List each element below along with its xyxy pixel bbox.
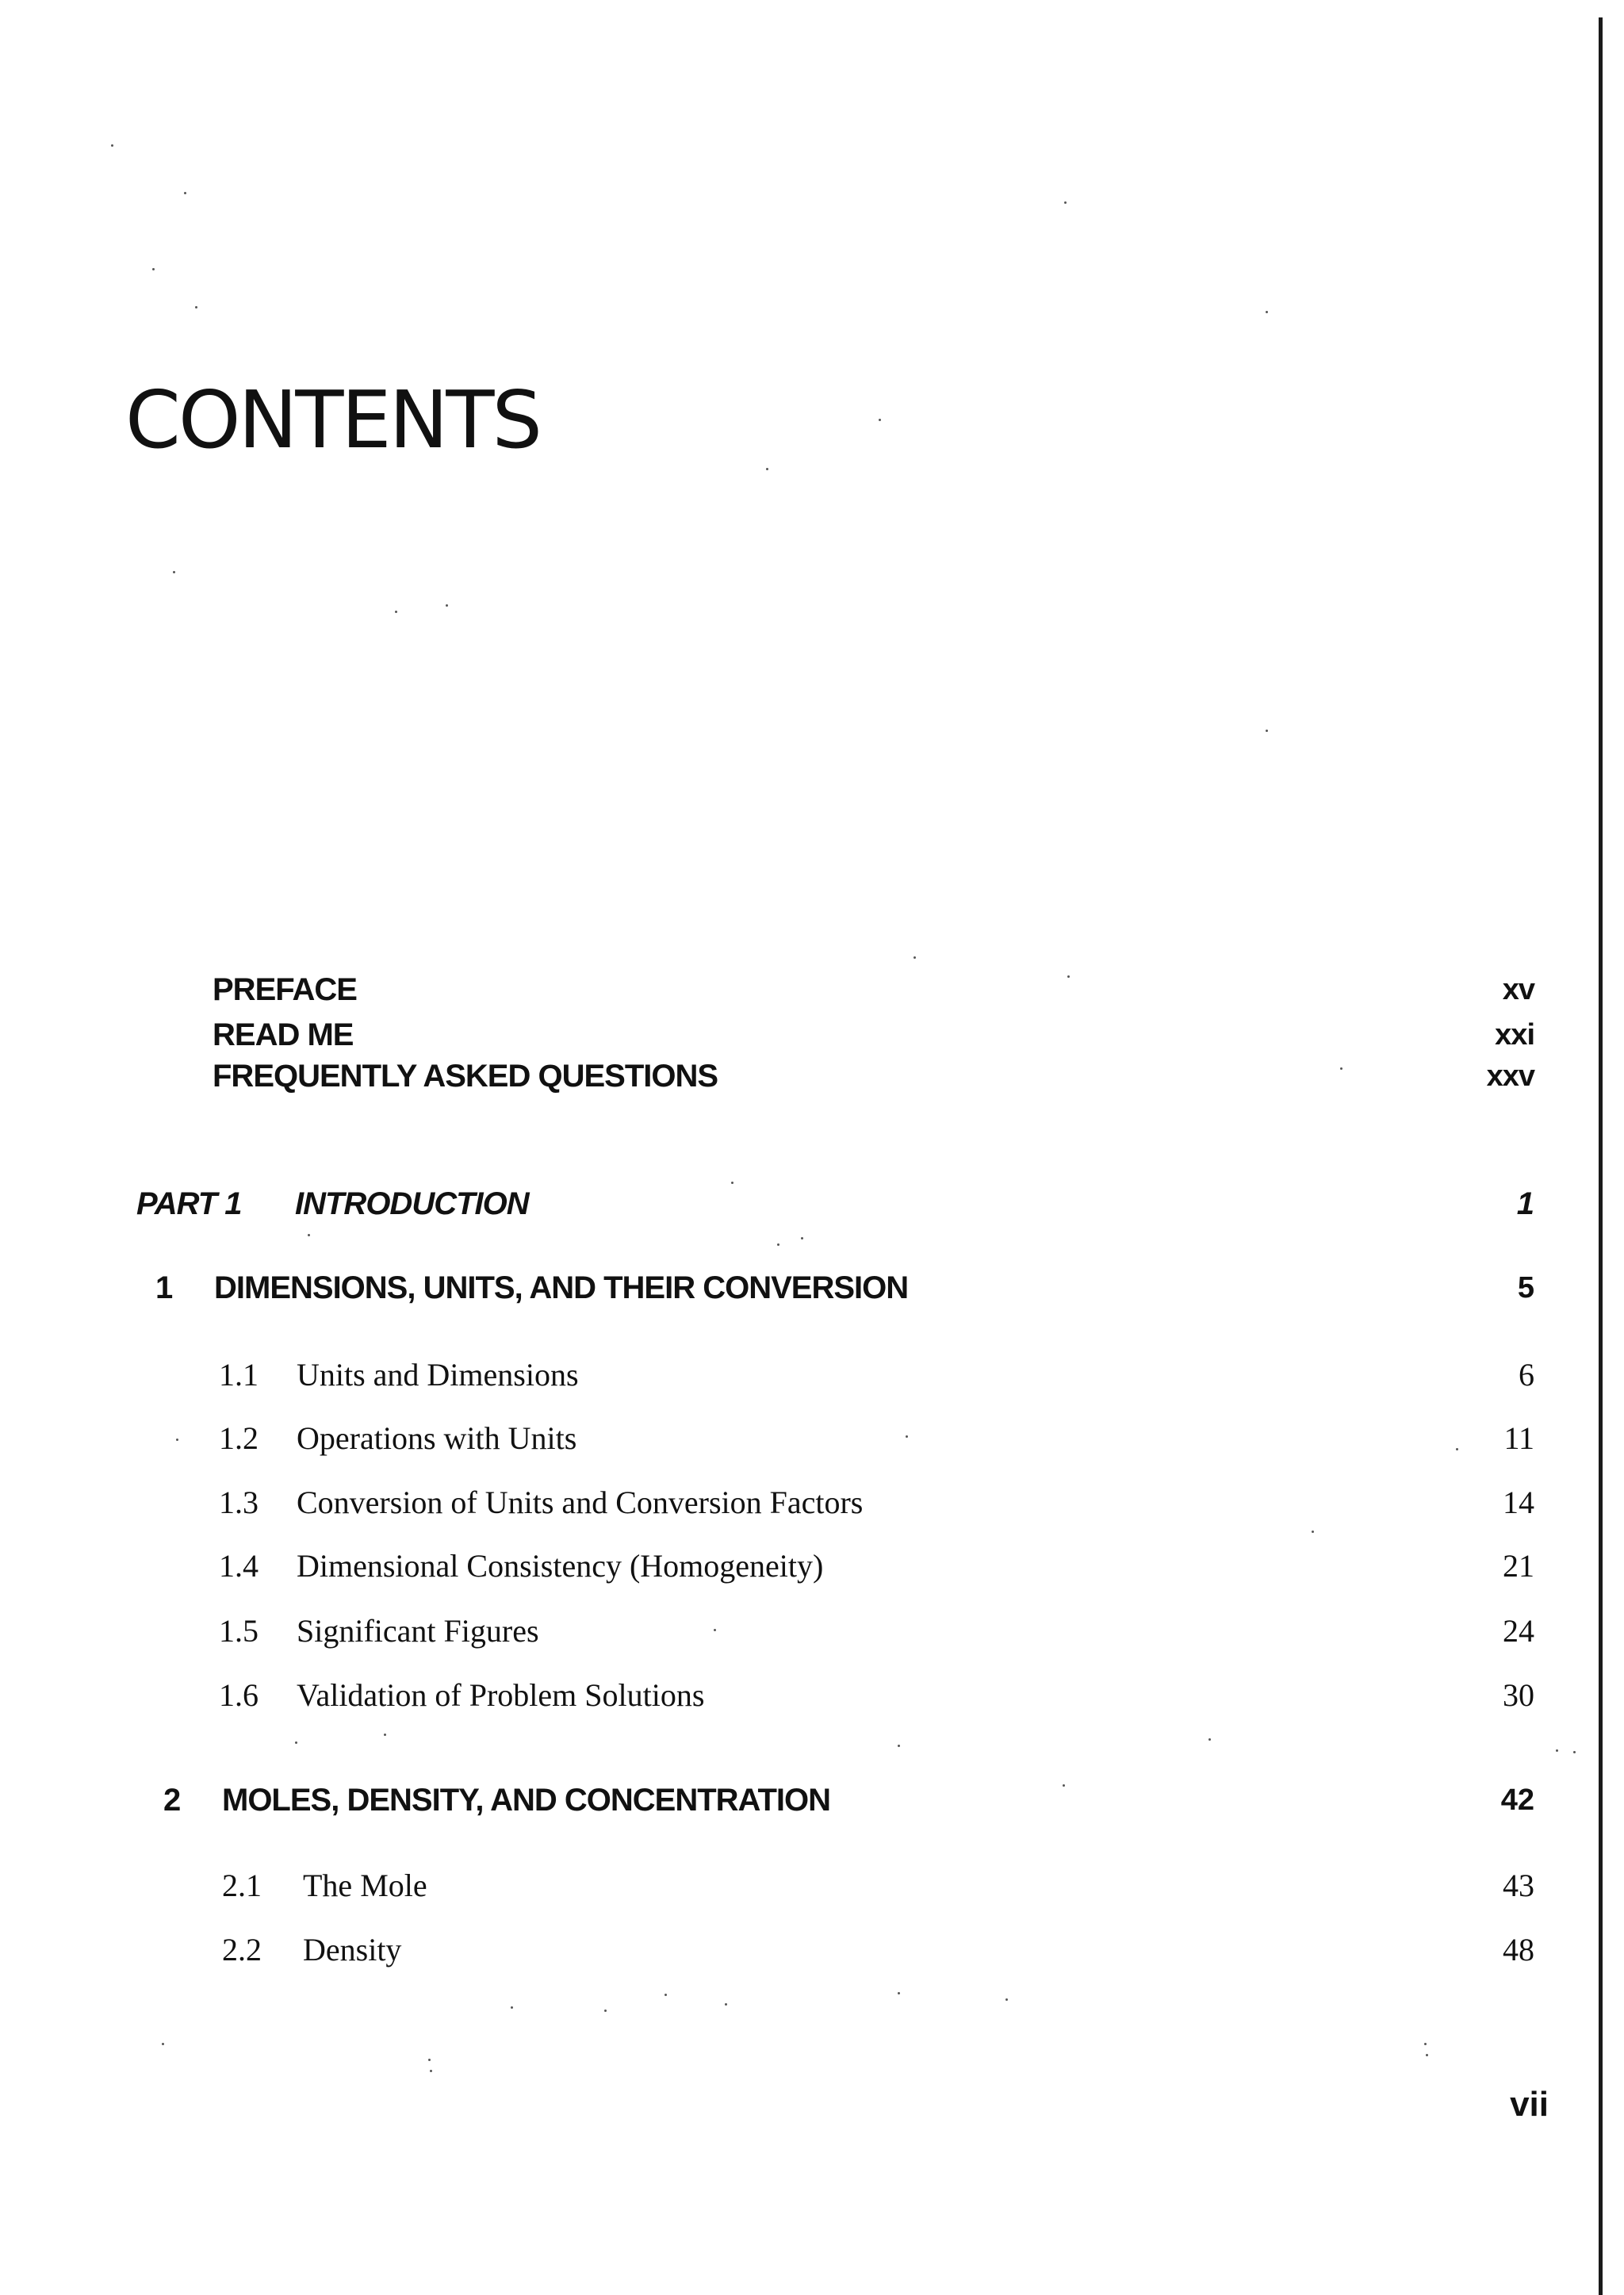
section-title: Units and Dimensions [297,1357,579,1393]
toc-section-1-1[interactable] [0,1356,1534,1404]
scan-speck [446,604,448,607]
section-title: Operations with Units [297,1420,577,1456]
scan-speck [766,468,768,470]
page-title: CONTENTS [125,374,540,466]
toc-section-1-2[interactable] [0,1420,1534,1467]
section-title: The Mole [303,1868,427,1903]
section-number: 1.5 [219,1613,259,1649]
scan-speck [1426,2054,1428,2056]
scan-speck [1063,1784,1065,1787]
page-folio: vii [1510,2085,1549,2124]
section-number: 2.2 [222,1932,262,1967]
chapter-number: 2 [163,1783,182,1818]
scan-speck [1266,730,1268,732]
toc-entry-read-me[interactable] [0,1016,1534,1063]
scan-speck [914,956,916,959]
section-title: Validation of Problem Solutions [297,1677,705,1713]
section-number: 1.2 [219,1420,259,1456]
scan-speck [430,2070,432,2072]
section-page: 14 [1503,1485,1534,1520]
toc-section-1-3[interactable] [0,1484,1534,1531]
scan-speck [1456,1448,1458,1450]
scan-speck [906,1435,908,1438]
section-page: 6 [1519,1357,1534,1393]
scan-speck [1067,975,1070,978]
section-title: Significant Figures [297,1613,539,1649]
scan-speck [395,611,397,613]
page-edge-border [1599,17,1603,2295]
toc-entry-page: xxi [1495,1018,1534,1052]
scan-speck [152,268,155,270]
scan-speck [1340,1067,1342,1070]
scan-speck [1573,1751,1576,1753]
section-number: 1.3 [219,1485,259,1520]
scan-speck [665,1994,667,1996]
toc-entry-faq[interactable] [0,1057,1534,1105]
section-title: Density [303,1932,402,1967]
section-page: 21 [1503,1548,1534,1584]
scan-speck [731,1182,733,1184]
scan-speck [879,419,881,421]
toc-part-1[interactable] [0,1185,1534,1232]
section-title: Conversion of Units and Conversion Factors [297,1485,864,1520]
scan-speck [195,306,197,308]
scan-speck [725,2003,727,2006]
section-number: 2.1 [222,1868,262,1903]
section-page: 30 [1503,1677,1534,1713]
scan-speck [111,144,113,147]
part-title: INTRODUCTION [295,1186,529,1221]
toc-chapter-2[interactable] [0,1781,1534,1829]
scan-speck [162,2043,164,2045]
scan-speck [173,571,175,573]
scan-speck [898,1745,900,1747]
part-label: PART 1 [136,1186,242,1221]
toc-entry-label: PREFACE [213,972,357,1007]
section-page: 43 [1503,1868,1534,1903]
section-page: 24 [1503,1613,1534,1649]
scan-speck [1005,1998,1008,2001]
chapter-title: DIMENSIONS, UNITS, AND THEIR CONVERSION [214,1270,909,1305]
section-number: 1.6 [219,1677,259,1713]
section-number: 1.4 [219,1548,259,1584]
chapter-page: 42 [1500,1784,1534,1817]
scan-speck [1312,1531,1314,1533]
toc-section-1-6[interactable] [0,1676,1534,1724]
toc-entry-label: READ ME [213,1017,354,1052]
scan-speck [428,2059,431,2061]
scan-speck [511,2006,513,2009]
section-title: Dimensional Consistency (Homogeneity) [297,1548,824,1584]
scan-speck [1208,1738,1211,1741]
scan-speck [295,1741,297,1744]
section-page: 11 [1503,1420,1534,1456]
scan-speck [384,1734,386,1736]
scan-speck [1266,311,1268,313]
section-number: 1.1 [219,1357,259,1393]
scan-speck [1064,201,1067,204]
chapter-title: MOLES, DENSITY, AND CONCENTRATION [222,1783,831,1818]
scan-speck [176,1439,178,1441]
scan-speck [308,1234,310,1236]
scan-speck [1556,1749,1558,1752]
toc-section-2-1[interactable] [0,1867,1534,1914]
toc-entry-page: xxv [1486,1059,1534,1093]
toc-chapter-1[interactable] [0,1269,1534,1316]
toc-section-2-2[interactable] [0,1931,1534,1979]
toc-entry-preface[interactable] [0,971,1534,1018]
scan-speck [184,192,186,194]
scan-speck [801,1237,803,1239]
toc-entry-page: xv [1502,973,1534,1006]
scan-speck [604,2010,607,2012]
toc-entry-label: FREQUENTLY ASKED QUESTIONS [213,1059,718,1094]
chapter-number: 1 [155,1270,174,1305]
part-page: 1 [1516,1186,1534,1221]
chapter-page: 5 [1517,1271,1534,1305]
scan-speck [1424,2043,1427,2045]
scan-speck [777,1243,779,1246]
toc-section-1-4[interactable] [0,1547,1534,1595]
section-page: 48 [1503,1932,1534,1967]
scan-speck [898,1992,900,1994]
scan-speck [714,1629,716,1631]
toc-section-1-5[interactable] [0,1612,1534,1660]
